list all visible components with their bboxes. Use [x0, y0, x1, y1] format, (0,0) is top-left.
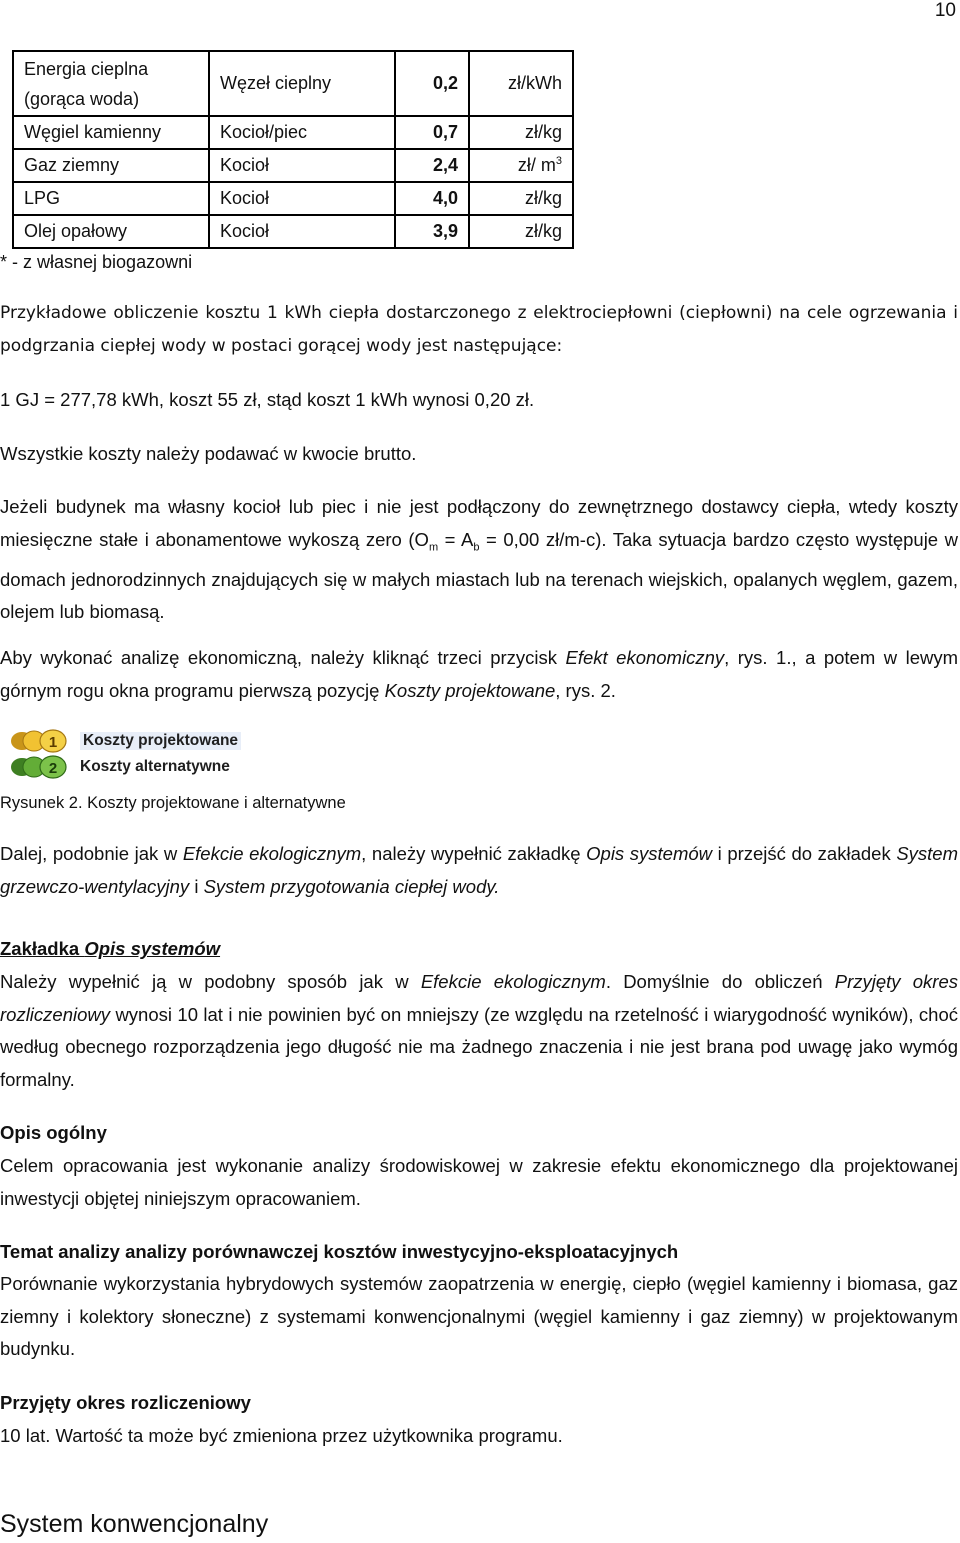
- analysis-emphasis: Koszty projektowane: [384, 679, 556, 701]
- energy-price-table: [12, 50, 574, 249]
- topic-paragraph: Porównanie wykorzystania hybrydowych systemów zaopatrzenia w energię, ciepło (węgiel kamienny i biomasa, gaz ziemny i kolektory słoneczne) z systemami konwencjonalnymi (węgiel kamienny i gaz ziemny) w projektowanym budynku.: [0, 1273, 958, 1359]
- table-cell-unit: [469, 149, 573, 182]
- tab-heading: [0, 933, 958, 966]
- tab-text: Należy wypełnić ją w podobny sposób jak w: [0, 971, 421, 992]
- table-cell-source: Węgiel kamienny: [13, 116, 209, 149]
- subscript-m: m: [428, 541, 439, 554]
- tab-paragraph: [0, 966, 958, 1096]
- green-coins-icon: [8, 754, 74, 780]
- topic-heading: Temat analizy analizy porównawczej kosztów inwestycyjno-eksploatacyjnych: [0, 1241, 679, 1262]
- table-row: [13, 116, 573, 149]
- tab-text: wynosi 10 lat i nie powinien być on mniejszy (ze względu na rzetelność i wiarygodność wyników), choć według obecnego rozporządzenia jego długość nie ma żadnego znaczenia i nie jest brana pod uwagę jako wymóg formalny.: [0, 1003, 958, 1090]
- table-cell-source: Energia cieplna (gorąca woda): [13, 51, 209, 116]
- example-paragraph: Przykładowe obliczenie kosztu 1 kWh ciepła dostarczonego z elektrociepłowni (ciepłowni) na cele ogrzewania i podgrzania ciepłej wody w postaci gorącej wody jest następujące:: [0, 303, 958, 356]
- table-row: [13, 182, 573, 215]
- next-text: i przejść do zakładek: [712, 843, 897, 864]
- menu-badge: 2: [48, 760, 58, 777]
- table-row: [13, 149, 573, 182]
- table-cell-source: Gaz ziemny: [13, 149, 209, 182]
- menu-item-label: Koszty projektowane: [80, 732, 241, 750]
- next-text: , należy wypełnić zakładkę: [361, 843, 587, 864]
- next-text: Dalej, podobnie jak w: [0, 843, 183, 864]
- general-heading: Opis ogólny: [0, 1122, 107, 1143]
- table-cell-price: 4,0: [395, 182, 469, 215]
- table-cell-source: LPG: [13, 182, 209, 215]
- menu-item-alternative-costs[interactable]: [8, 754, 230, 780]
- menu-badge: 1: [48, 734, 58, 751]
- menu-item-projected-costs[interactable]: [8, 728, 241, 754]
- general-paragraph: Celem opracowania jest wykonanie analizy środowiskowej w zakresie efektu ekonomicznego dla projektowanej inwestycji objętej niniejszym opracowaniem.: [0, 1155, 958, 1209]
- figure-cost-menu: [8, 728, 278, 780]
- analysis-emphasis: Efekt ekonomiczny: [565, 647, 725, 668]
- tab-heading-emphasis: Opis systemów: [84, 938, 221, 959]
- table-cell-device: Kocioł: [209, 149, 395, 182]
- table-cell-source: Olej opałowy: [13, 215, 209, 248]
- subscript-b: b: [473, 541, 480, 554]
- next-emphasis: System przygotowania ciepłej wody.: [203, 875, 500, 897]
- table-row: [13, 215, 573, 248]
- table-cell-price: 0,2: [395, 51, 469, 116]
- table-cell-unit: zł/kg: [469, 182, 573, 215]
- analysis-text: , rys. 2.: [555, 679, 616, 701]
- table-footnote: * - z własnej biogazowni: [0, 252, 193, 272]
- figure-caption: Rysunek 2. Koszty projektowane i alternatywne: [0, 794, 346, 812]
- table-row: [13, 51, 573, 116]
- table-cell-device: Węzeł cieplny: [209, 51, 395, 116]
- next-emphasis: Efekcie ekologicznym: [182, 843, 362, 864]
- table-cell-price: 0,7: [395, 116, 469, 149]
- yellow-coins-icon: [8, 728, 74, 754]
- unit-text: zł/ m: [517, 155, 556, 175]
- next-emphasis: System grzewczo-wentylacyjny: [0, 843, 958, 897]
- table-cell-price: 2,4: [395, 149, 469, 182]
- tab-emphasis: Przyjęty okres rozliczeniowy: [0, 971, 959, 1025]
- brutto-note: Wszystkie koszty należy podawać w kwocie brutto.: [0, 443, 417, 464]
- next-emphasis: Opis systemów: [586, 843, 713, 864]
- table-cell-price: 3,9: [395, 215, 469, 248]
- page-number: 10: [934, 0, 956, 21]
- tab-heading-text: Zakładka: [0, 938, 85, 959]
- menu-item-label: Koszty alternatywne: [80, 758, 230, 775]
- table-cell-device: Kocioł/piec: [209, 116, 395, 149]
- next-text: i: [189, 875, 204, 897]
- own-boiler-text: = 0,00 zł/m-c). Taka sytuacja bardzo często występuje w domach jednorodzinnych znajdujących się w małych miastach lub na terenach wiejskich, opalanych węglem, gazem, olejem lub biomasą.: [0, 528, 958, 623]
- table-cell-unit: zł/kg: [469, 215, 573, 248]
- table-cell-device: Kocioł: [209, 215, 395, 248]
- tab-emphasis: Efekcie ekologicznym: [420, 971, 606, 992]
- analysis-paragraph: [0, 642, 958, 707]
- next-steps-paragraph: [0, 838, 958, 903]
- analysis-text: , rys. 1., a potem w lewym górnym rogu okna programu pierwszą pozycję: [0, 647, 959, 701]
- unit-superscript: 3: [555, 155, 562, 167]
- period-heading: Przyjęty okres rozliczeniowy: [0, 1392, 251, 1413]
- analysis-text: Aby wykonać analizę ekonomiczną, należy kliknąć trzeci przycisk: [0, 647, 566, 668]
- formula-line: 1 GJ = 277,78 kWh, koszt 55 zł, stąd koszt 1 kWh wynosi 0,20 zł.: [0, 389, 535, 410]
- own-boiler-text: Jeżeli budynek ma własny kocioł lub piec i nie jest podłączony do zewnętrznego dostawcy ciepła, wtedy koszty miesięczne stałe i abonamentowe wykoszą zero (O: [0, 496, 958, 550]
- period-paragraph: 10 lat. Wartość ta może być zmieniona przez użytkownika programu.: [0, 1425, 563, 1446]
- own-boiler-paragraph: [0, 491, 958, 629]
- table-cell-unit: zł/kg: [469, 116, 573, 149]
- table-cell-unit: zł/kWh: [469, 51, 573, 116]
- table-cell-device: Kocioł: [209, 182, 395, 215]
- own-boiler-text: = A: [438, 528, 474, 550]
- section-heading: System konwencjonalny: [0, 1510, 269, 1538]
- tab-text: . Domyślnie do obliczeń: [605, 971, 835, 992]
